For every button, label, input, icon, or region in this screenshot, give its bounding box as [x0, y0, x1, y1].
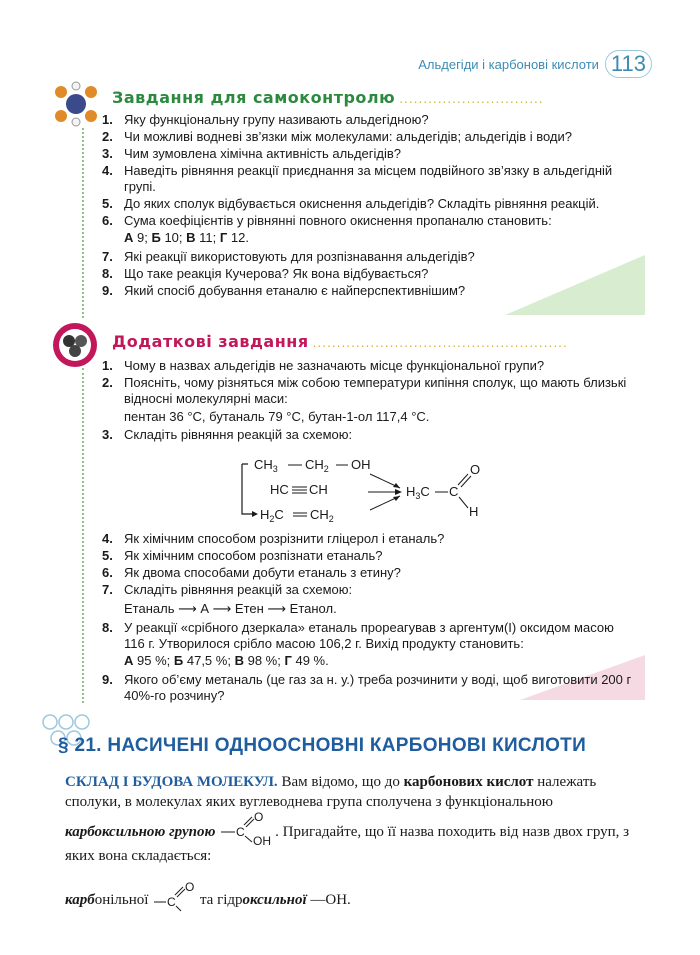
svg-text:O: O: [470, 462, 481, 477]
svg-text:CH2: $CH_2$: [310, 507, 334, 524]
list-item: 4. Як хімічним способом розрізнити гліцерол і етаналь?: [102, 531, 445, 546]
molecule-icon: [52, 80, 100, 128]
running-header: [418, 50, 652, 78]
svg-text:C: C: [449, 484, 459, 499]
reaction-chain: Етаналь ⟶ А ⟶ Етен ⟶ Етанол.: [124, 601, 337, 616]
carboxyl-group-formula: [219, 812, 275, 846]
list-item: 1. Чому в назвах альдегідів не зазначають місце функціональної групи?: [102, 358, 545, 373]
svg-text:H2C: $H_2C$: [260, 507, 284, 524]
svg-text:O: O: [185, 882, 195, 894]
list-item: 8. Що таке реакція Кучерова? Як вона відбувається?: [102, 266, 429, 281]
section2-list-b: [102, 531, 632, 705]
list-item: 4. Наведіть рівняння реакції приєднання за місцем подвійного зв’язку в альдегідній групі.: [102, 163, 613, 194]
running-header-title: Альдегіди і карбонові кислоти: [418, 56, 599, 72]
svg-text:CH2: $CH_2$: [305, 457, 329, 474]
list-item: 7. Складіть рівняння реакцій за схемою:: [102, 582, 353, 597]
svg-text:OH: OH: [351, 457, 371, 472]
list-item: 7. Які реакції використовують для розпізнавання альдегідів?: [102, 249, 475, 264]
section2-list-a: [102, 358, 632, 444]
list-item: 3. Складіть рівняння реакцій за схемою:: [102, 427, 353, 442]
list-item: 5. До яких сполук відбувається окиснення альдегідів? Складіть рівняння реакцій.: [102, 196, 600, 211]
paragraph-heading: § 21. НАСИЧЕНІ ОДНООСНОВНІ КАРБОНОВІ КИСЛОТИ: [58, 735, 587, 756]
carbonyl-group-formula: [152, 882, 196, 912]
body-paragraph-end: карбонільної C O та гідроксильної —OH.: [65, 882, 655, 912]
svg-text:H3C: $H_3C$: [406, 484, 430, 501]
molecule-badge-icon: [52, 322, 98, 368]
list-item: 2. Чи можливі водневі зв’язки між молекулами: альдегідів; альдегідів і води?: [102, 129, 572, 144]
section1-list: [102, 112, 632, 300]
boiling-points: пентан 36 °С, бутаналь 79 °С, бутан-1-ол 117,4 °С.: [124, 409, 430, 424]
page-number: 113: [605, 50, 652, 78]
svg-text:H: H: [469, 504, 479, 519]
answer-options: А 9; Б 10; В 11; Г 12.: [124, 230, 249, 245]
section2-dotted-rule: [82, 368, 84, 703]
list-item: 6. Сума коефіцієнтів у рівнянні повного окиснення пропаналю становить:: [102, 213, 552, 228]
svg-text:CH3: $CH_3$: [254, 457, 278, 474]
svg-text:OH: OH: [253, 834, 272, 846]
section2-title: Додаткові завдання .....................................................: [112, 332, 568, 351]
svg-text:C: C: [236, 825, 245, 839]
section1-title-text: Завдання для самоконтролю: [112, 88, 396, 107]
list-item: 2. Поясніть, чому різняться між собою температури кипіння сполук, що мають близькі відносні молекулярні маси:: [102, 375, 627, 406]
list-item: 9. Якого об’єму метаналь (це газ за н. у.) треба розчинити у воді, щоб виготовити 200 г 40%-го розчину?: [102, 672, 632, 703]
list-item: 5. Як хімічним способом розпізнати етаналь?: [102, 548, 383, 563]
reaction-scheme: [230, 452, 500, 528]
svg-text:C: C: [167, 895, 176, 909]
list-item: 8. У реакції «срібного дзеркала» етаналь прореагував з аргентум(І) оксидом масою 116 г. Утворилося срібло масою 106,2 г. Вихід продукту становить:: [102, 620, 614, 651]
section1-title: Завдання для самоконтролю ..............................: [112, 88, 544, 107]
svg-text:O: O: [254, 812, 264, 824]
list-item: 1. Яку функціональну групу називають альдегідною?: [102, 112, 429, 127]
list-item: 9. Який спосіб добування етаналю є найперспективнішим?: [102, 283, 466, 298]
answer-options: А 95 %; Б 47,5 %; В 98 %; Г 49 %.: [124, 653, 329, 668]
svg-text:CH: CH: [309, 482, 328, 497]
section1-dotted-rule: [82, 128, 84, 318]
svg-text:HC: HC: [270, 482, 289, 497]
body-paragraph: СКЛАД І БУДОВА МОЛЕКУЛ. Вам відомо, що до карбонових кислот належать сполуки, в молекулах яких вуглеводнева група сполучена з функціональною карбоксильною групою C O OH . Пригадайте, що її назва походить від назв двох груп, з яких вона складається:: [65, 774, 630, 864]
list-item: 3. Чим зумовлена хімічна активність альдегідів?: [102, 146, 401, 161]
section2-title-text: Додаткові завдання: [112, 332, 309, 351]
list-item: 6. Як двома способами добути етаналь з етину?: [102, 565, 401, 580]
